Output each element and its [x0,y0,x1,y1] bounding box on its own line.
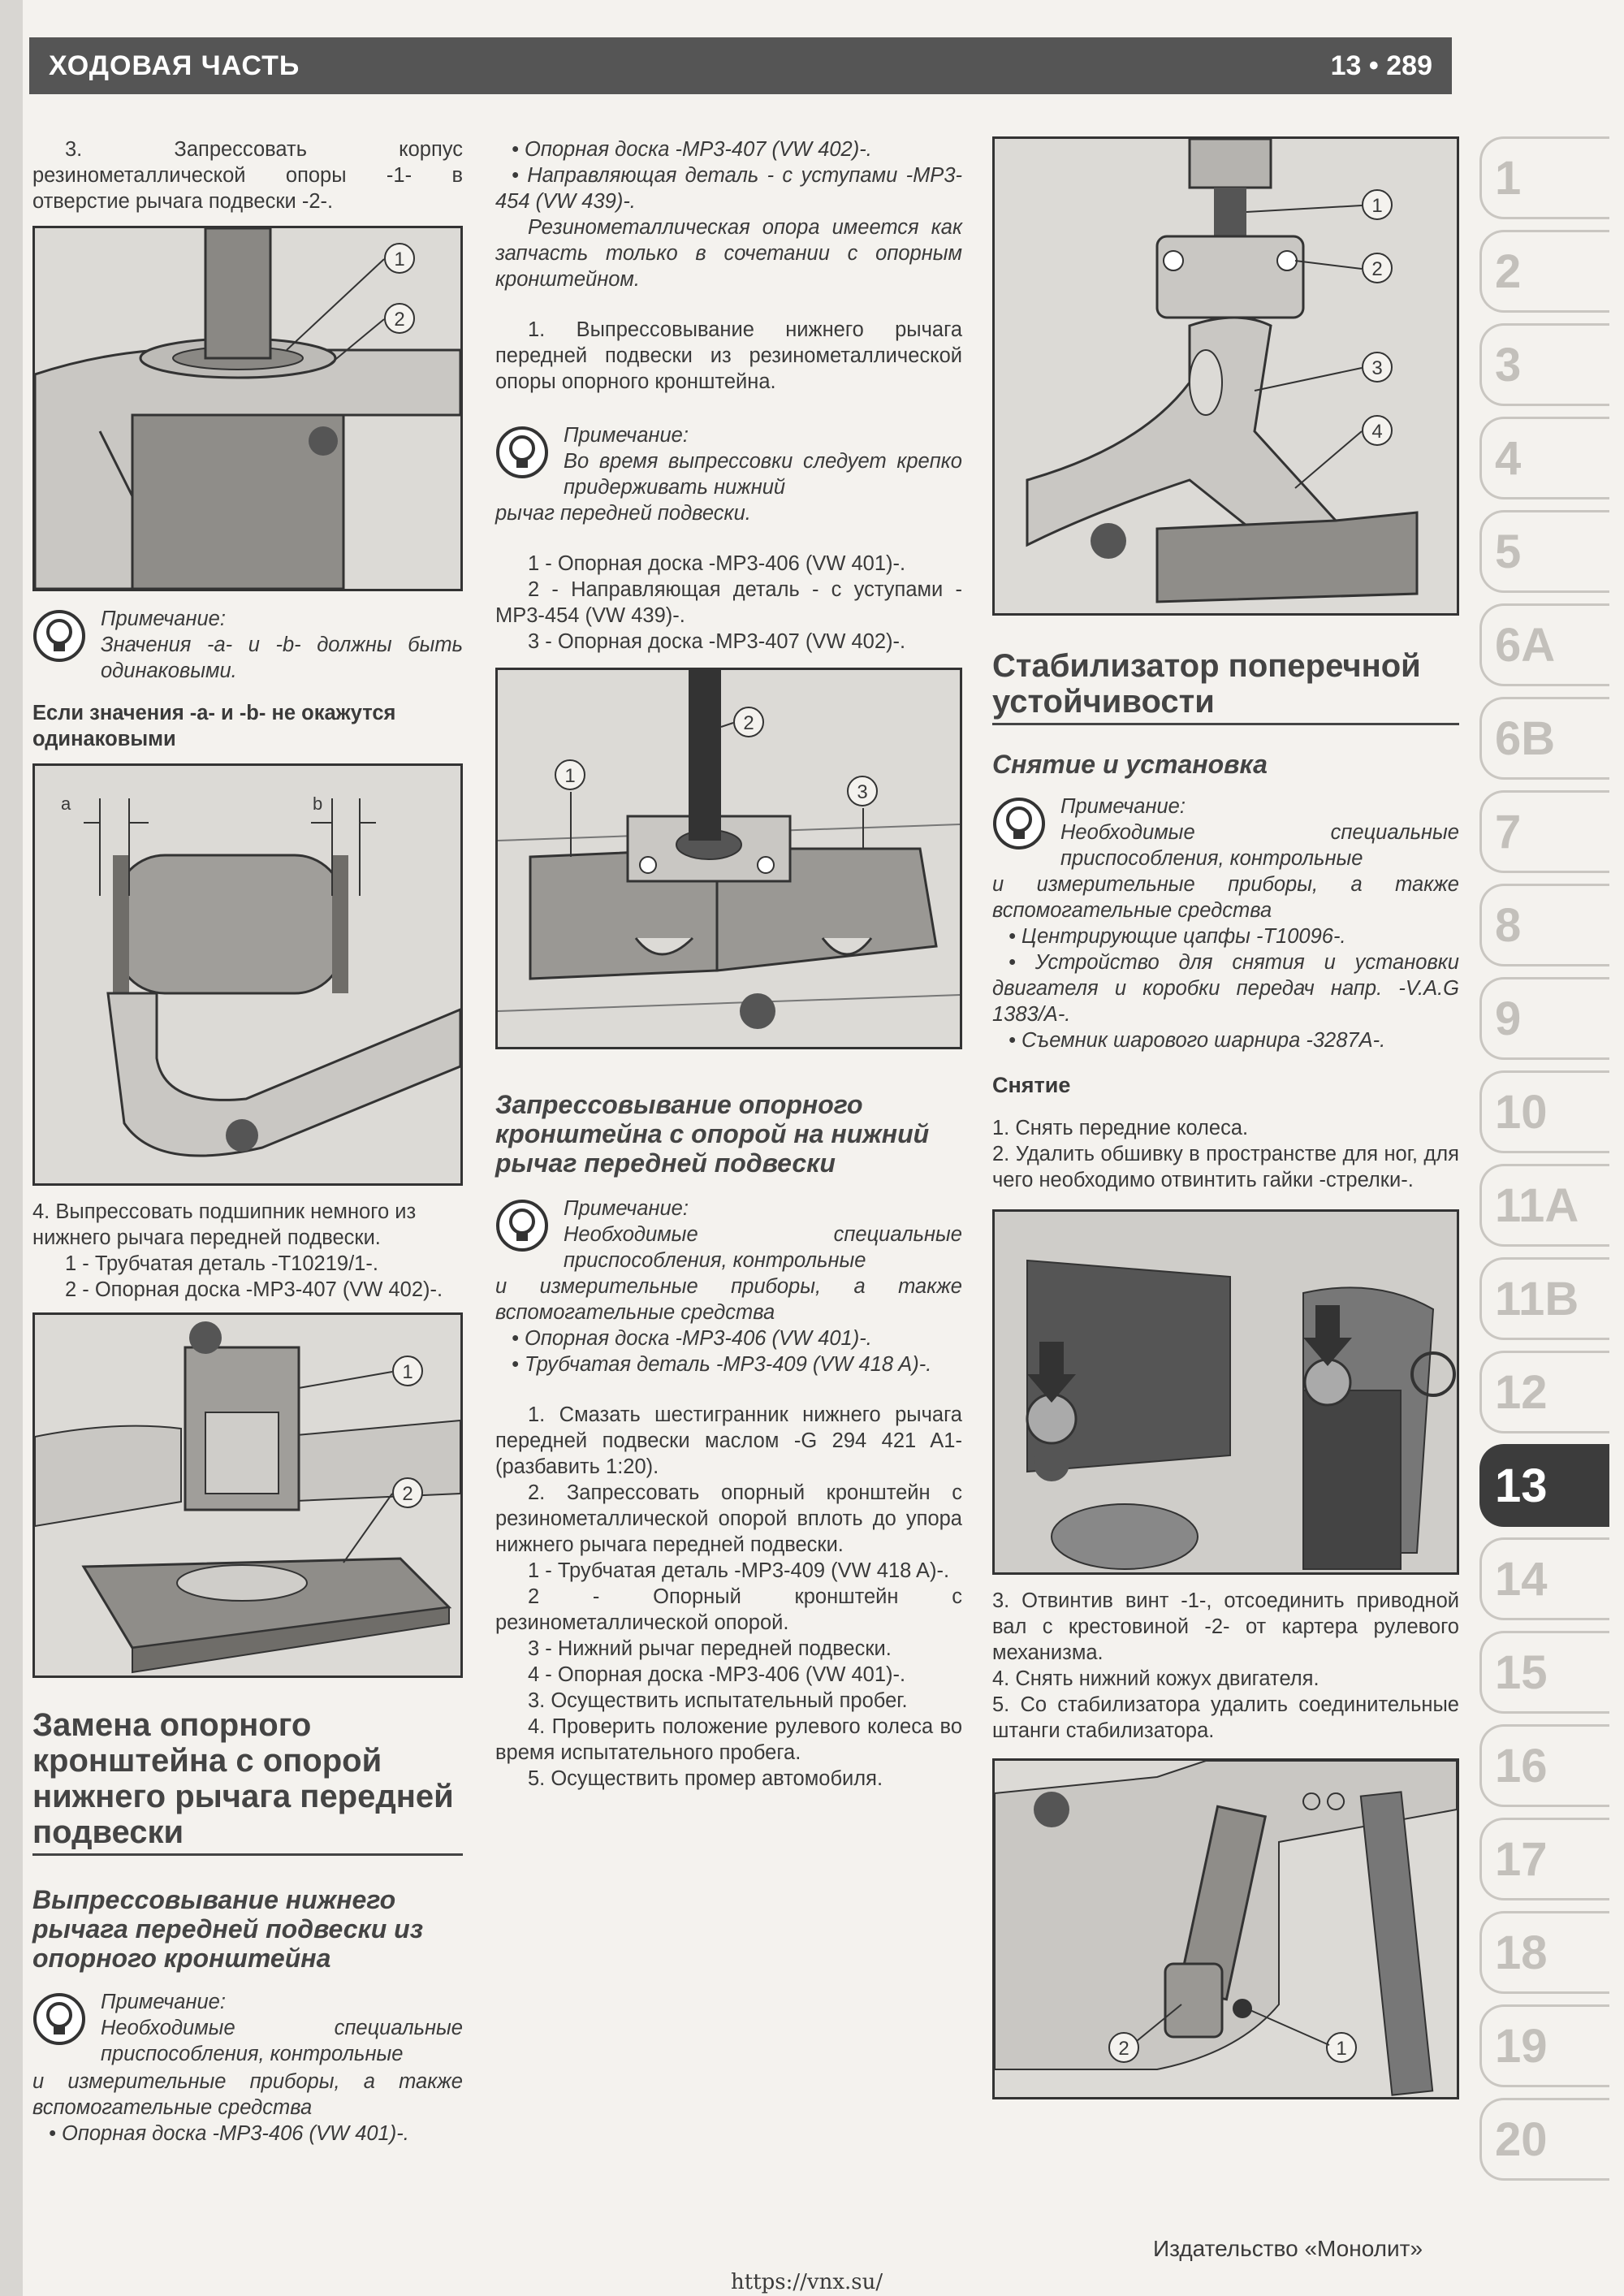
bold-condition: Если значения -a- и -b- не окажутся одинаковыми [32,702,396,750]
column-2 [495,136,962,1792]
chapter-tab-14[interactable]: 14 [1479,1537,1609,1620]
subsection-heading: Снятие и установка [992,750,1268,779]
chapter-tab-18[interactable]: 18 [1479,1911,1609,1994]
section-title: ХОДОВАЯ ЧАСТЬ [49,50,300,81]
bullet-item: • Устройство для снятия и установки двигателя и коробки передач напр. -V.A.G 1383/A-. [992,951,1459,1026]
legend-item: 1 - Трубчатая деталь -MP3-409 (VW 418 A)-. [528,1559,950,1582]
chapter-number: 13 [1330,50,1362,81]
chapter-tab-6a[interactable]: 6A [1479,603,1609,686]
step-text: 5. Осуществить промер автомобиля. [528,1767,883,1790]
chapter-tab-16[interactable]: 16 [1479,1724,1609,1807]
chapter-tab-11a[interactable]: 11A [1479,1164,1609,1247]
bullet-item: • Центрирующие цапфы -T10096-. [1009,925,1346,948]
figure-drawing [995,1212,1457,1572]
lightbulb-icon [495,1199,549,1252]
chapter-tab-4[interactable]: 4 [1479,417,1609,499]
bullet-item: • Съемник шарового шарнира -3287A-. [1009,1029,1386,1052]
chapter-tab-10[interactable]: 10 [1479,1070,1609,1153]
column-3 [992,136,1459,2099]
legend-item: 3 - Нижний рычаг передней подвески. [528,1637,892,1660]
legend-item: 1 - Опорная доска -MP3-406 (VW 401)-. [528,552,906,575]
italic-remark: Резинометаллическая опора имеется как запчасть только в сочетании с опорным кронштейном. [495,216,962,291]
note-text: Во время выпрессовки следует крепко придерживать нижний [564,450,962,499]
callout-2: 2 [1362,253,1393,283]
chapter-tab-12[interactable]: 12 [1479,1351,1609,1433]
legend-item: 1 - Трубчатая деталь -T10219/1-. [65,1252,378,1275]
legend-item: 4 - Опорная доска -MP3-406 (VW 401)-. [528,1663,906,1686]
callout-1: 1 [555,759,585,790]
note-label: Примечание: [564,1197,689,1220]
lightbulb-icon [32,1992,86,2046]
note-box [32,1989,463,2067]
callout-1: 1 [392,1356,423,1386]
note-box [992,793,1459,871]
leader-lines [35,228,460,589]
figure-bearing-press [32,1312,463,1678]
chapter-tab-6b[interactable]: 6B [1479,697,1609,780]
step-text: 3. Запрессовать корпус резинометаллической опоры -1- в отверстие рычага подвески -2-. [32,138,463,213]
bullet-item: • Трубчатая деталь -MP3-409 (VW 418 A)-. [512,1353,932,1376]
step-text: 5. Со стабилизатора удалить соединительные штанги стабилизатора. [992,1693,1459,1742]
lightbulb-icon [495,426,549,479]
leader-lines [995,1761,1457,2097]
section-heading: Замена опорного кронштейна с опорой нижнего рычага передней подвески [32,1707,463,1856]
dimension-label-a: a [61,793,71,814]
chapter-tab-8[interactable]: 8 [1479,884,1609,966]
note-box [495,1196,962,1273]
figure-drawing [35,766,460,1183]
figure-pressout-tool [495,668,962,1049]
leader-lines [498,670,960,1047]
figure-bushing-press [32,226,463,591]
lightbulb-icon [32,609,86,663]
callout-2: 2 [392,1477,423,1508]
step-text: 4. Выпрессовать подшипник немного из нижнего рычага передней подвески. [32,1200,417,1249]
page-edge [0,0,23,2296]
source-url[interactable]: https://vnx.su/ [731,2270,883,2294]
note-text-continued: и измерительные приборы, а также вспомогательные средства [32,2070,463,2119]
legend-item: 2 - Опорный кронштейн с резинометаллической опорой. [495,1585,962,1634]
page-number-block [1331,50,1432,82]
callout-3: 3 [1362,352,1393,383]
callout-2: 2 [384,303,415,334]
bullet-item: • Опорная доска -MP3-407 (VW 402)-. [512,138,872,161]
chapter-tab-20[interactable]: 20 [1479,2098,1609,2181]
callout-1: 1 [1362,189,1393,220]
note-text-continued: и измерительные приборы, а также вспомогательные средства [495,1275,962,1324]
chapter-tab-13[interactable]: 13 [1479,1444,1609,1527]
chapter-tab-11b[interactable]: 11B [1479,1257,1609,1340]
note-box [495,422,962,500]
legend-item: 3 - Опорная доска -MP3-407 (VW 402)-. [528,630,906,653]
callout-3: 3 [847,776,878,806]
page-number: 289 [1386,50,1432,81]
note-text-continued: рычаг передней подвески. [495,502,751,525]
bullet-item: • Опорная доска -MP3-406 (VW 401)-. [512,1327,872,1350]
figure-steering-joint [992,1758,1459,2099]
leader-lines [995,139,1457,613]
note-text: Значения -a- и -b- должны быть одинаковыми. [101,633,463,682]
figure-footwell-nuts [992,1209,1459,1575]
leader-lines [35,1315,460,1676]
bullet-item: • Направляющая деталь - с уступами -MP3-454 (VW 439)-. [495,164,962,213]
legend-item: 2 - Опорная доска -MP3-407 (VW 402)-. [65,1278,443,1301]
step-text: 3. Осуществить испытательный пробег. [528,1689,908,1712]
step-text: 2. Запрессовать опорный кронштейн с резинометаллической опорой вплоть до упора нижнего рычага передней подвески. [495,1481,962,1556]
figure-control-arm-bracket [992,136,1459,616]
step-text: 4. Проверить положение рулевого колеса во время испытательного пробега. [495,1715,962,1764]
note-text-continued: и измерительные приборы, а также вспомогательные средства [992,873,1459,922]
chapter-tab-1[interactable]: 1 [1479,136,1609,219]
publisher-footer: Издательство «Монолит» [1153,2236,1423,2261]
note-text: Необходимые специальные приспособления, контрольные [101,2017,463,2065]
page-header [29,37,1452,94]
lightbulb-icon [992,797,1046,850]
chapter-tab-19[interactable]: 19 [1479,2004,1609,2087]
note-label: Примечание: [101,608,226,630]
step-text: 1. Смазать шестигранник нижнего рычага передней подвески маслом -G 294 421 A1- (разбавить 1:20). [495,1403,962,1478]
chapter-tab-9[interactable]: 9 [1479,977,1609,1060]
header-bullet: • [1368,50,1379,81]
step-text: 3. Отвинтив винт -1-, отсоединить приводной вал с крестовиной -2- от картера рулевого механизма. [992,1589,1459,1664]
subsection-heading: Запрессовывание опорного кронштейна с опорой на нижний рычаг передней подвески [495,1090,930,1178]
note-text: Необходимые специальные приспособления, контрольные [1060,821,1459,870]
chapter-tab-2[interactable]: 2 [1479,230,1609,313]
dimension-label-b: b [313,793,323,814]
chapter-tab-15[interactable]: 15 [1479,1631,1609,1714]
note-text: Необходимые специальные приспособления, контрольные [564,1223,962,1272]
note-label: Примечание: [101,1991,226,2013]
chapter-tab-7[interactable]: 7 [1479,790,1609,873]
callout-1: 1 [1326,2032,1357,2063]
note-box [32,606,463,684]
section-heading: Стабилизатор поперечной устойчивости [992,648,1459,725]
chapter-tabs [1479,136,1609,2191]
figure-ab-clearance [32,763,463,1186]
callout-4: 4 [1362,415,1393,446]
bullet-item: • Опорная доска -MP3-406 (VW 401)-. [49,2122,409,2145]
chapter-tab-5[interactable]: 5 [1479,510,1609,593]
note-label: Примечание: [1060,795,1186,818]
chapter-tab-3[interactable]: 3 [1479,323,1609,406]
procedure-heading: Снятие [992,1073,1071,1097]
step-text: 1. Снять передние колеса. [992,1117,1249,1139]
column-1 [32,136,463,2147]
note-label: Примечание: [564,424,689,447]
step-text: 2. Удалить обшивку в пространстве для ног, для чего необходимо отвинтить гайки -стрелки-. [992,1143,1459,1191]
callout-2: 2 [733,707,764,737]
callout-1: 1 [384,243,415,274]
chapter-tab-17[interactable]: 17 [1479,1818,1609,1900]
legend-item: 2 - Направляющая деталь - с уступами -MP3-454 (VW 439)-. [495,578,962,627]
step-text: 4. Снять нижний кожух двигателя. [992,1667,1320,1690]
step-text: 1. Выпрессовывание нижнего рычага передней подвески из резинометаллической опоры опорного кронштейна. [495,318,962,393]
callout-2: 2 [1108,2032,1139,2063]
subsection-heading: Выпрессовывание нижнего рычага передней подвески из опорного кронштейна [32,1885,424,1973]
